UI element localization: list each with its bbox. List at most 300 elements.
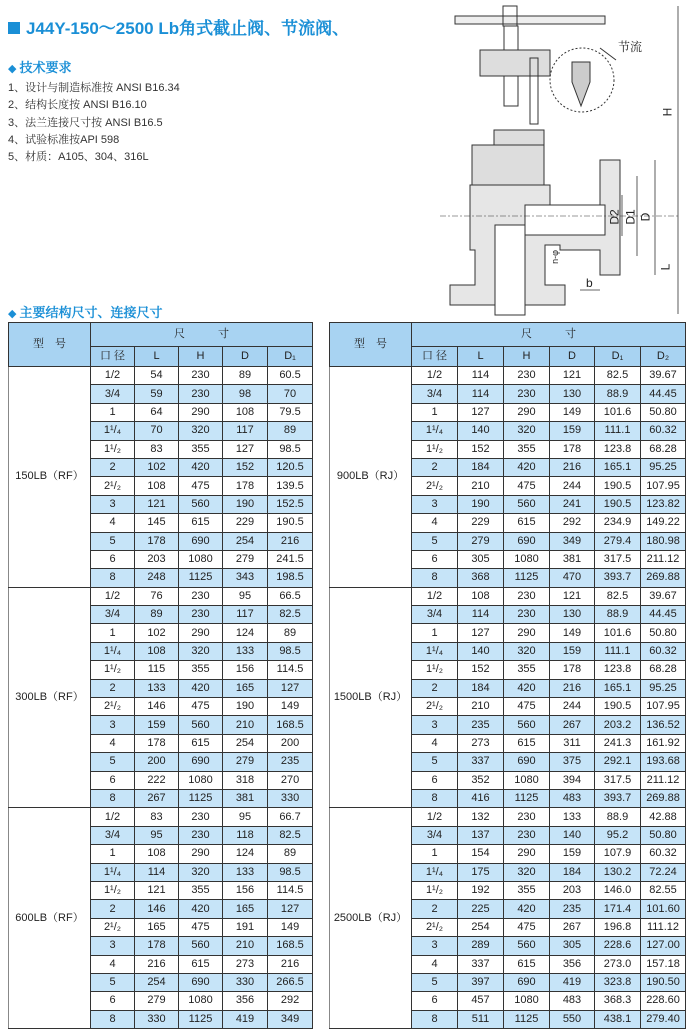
table-cell: 475 — [179, 698, 223, 716]
table-cell: 4 — [91, 734, 135, 752]
table-cell: 216 — [135, 955, 179, 973]
table-cell: 127 — [268, 900, 313, 918]
column-header: D — [223, 347, 268, 367]
dim-label-d1: D1 — [623, 209, 638, 225]
table-cell: 190 — [223, 698, 268, 716]
table-cell: 560 — [504, 495, 550, 513]
table-cell: 2 — [91, 458, 135, 476]
table-cell: 323.8 — [595, 973, 641, 991]
table-cell: 1125 — [179, 1010, 223, 1028]
table-cell: 190.5 — [268, 514, 313, 532]
table-cell: 230 — [179, 826, 223, 844]
table-row — [9, 808, 313, 826]
table-cell: 290 — [179, 845, 223, 863]
table-cell: 273 — [223, 955, 268, 973]
table-cell: 121 — [550, 587, 595, 605]
table-cell: 6 — [91, 550, 135, 568]
table-cell: 1¹/₄ — [412, 863, 458, 881]
table-cell: 305 — [458, 550, 504, 568]
table-cell: 5 — [412, 753, 458, 771]
table-cell: 290 — [504, 624, 550, 642]
table-cell: 3 — [412, 495, 458, 513]
table-cell: 216 — [550, 458, 595, 476]
table-cell: 8 — [91, 1010, 135, 1028]
table-cell: 171.4 — [595, 900, 641, 918]
column-header: D — [550, 347, 595, 367]
table-cell: 343 — [223, 569, 268, 587]
diamond-icon: ◆ — [8, 63, 17, 75]
table-cell: 1125 — [179, 789, 223, 807]
table-cell: 3/4 — [91, 826, 135, 844]
table-cell: 133 — [223, 863, 268, 881]
table-cell: 82.5 — [595, 587, 641, 605]
table-cell: 320 — [179, 642, 223, 660]
table-cell: 279 — [135, 992, 179, 1010]
table-cell: 5 — [91, 532, 135, 550]
table-row — [9, 367, 313, 385]
table-cell: 98.5 — [268, 863, 313, 881]
table-cell: 320 — [504, 863, 550, 881]
table-cell: 560 — [179, 495, 223, 513]
table-cell: 320 — [504, 642, 550, 660]
table-cell: 234.9 — [595, 514, 641, 532]
column-header: D₁ — [268, 347, 313, 367]
table-cell: 290 — [179, 403, 223, 421]
table-cell: 1080 — [179, 992, 223, 1010]
table-cell: 1¹/₄ — [91, 642, 135, 660]
table-cell: 381 — [550, 550, 595, 568]
table-cell: 132 — [458, 808, 504, 826]
table-cell: 230 — [179, 367, 223, 385]
table-cell: 270 — [268, 771, 313, 789]
table-cell: 355 — [504, 440, 550, 458]
table-cell: 248 — [135, 569, 179, 587]
table-cell: 1125 — [504, 569, 550, 587]
table-cell: 1¹/₄ — [412, 642, 458, 660]
table-cell: 457 — [458, 992, 504, 1010]
table-cell: 1125 — [504, 1010, 550, 1028]
table-cell: 1 — [91, 845, 135, 863]
table-cell: 317.5 — [595, 771, 641, 789]
table-cell: 50.80 — [641, 826, 686, 844]
table-cell: 107.95 — [641, 698, 686, 716]
table-cell: 101.6 — [595, 624, 641, 642]
table-cell: 114 — [458, 367, 504, 385]
table-cell: 690 — [504, 753, 550, 771]
header-row-1 — [330, 323, 686, 347]
table-cell: 108 — [135, 477, 179, 495]
table-cell: 355 — [504, 661, 550, 679]
table-cell: 5 — [91, 973, 135, 991]
table-cell: 4 — [91, 955, 135, 973]
table-cell: 64 — [135, 403, 179, 421]
table-cell: 269.88 — [641, 789, 686, 807]
table-cell: 44.45 — [641, 606, 686, 624]
table-cell: 615 — [504, 734, 550, 752]
table-cell: 95 — [223, 587, 268, 605]
table-cell: 114 — [458, 606, 504, 624]
requirement-item: 4、试验标准按API 598 — [8, 133, 120, 146]
table-cell: 83 — [135, 808, 179, 826]
table-cell: 191 — [223, 918, 268, 936]
dim-label-l: L — [658, 263, 673, 271]
table-cell: 175 — [458, 863, 504, 881]
table-cell: 475 — [179, 477, 223, 495]
column-header: 口 径 — [91, 347, 135, 367]
table-cell: 115 — [135, 661, 179, 679]
table-cell: 114.5 — [268, 881, 313, 899]
table-cell: 190 — [223, 495, 268, 513]
table-cell: 82.5 — [268, 826, 313, 844]
table-cell: 320 — [179, 422, 223, 440]
valve-cross-section-drawing — [440, 0, 700, 320]
table-cell: 420 — [504, 900, 550, 918]
table-cell: 352 — [458, 771, 504, 789]
table-cell: 178 — [135, 734, 179, 752]
table-cell: 225 — [458, 900, 504, 918]
table-cell: 381 — [223, 789, 268, 807]
table-cell: 165 — [135, 918, 179, 936]
table-cell: 230 — [504, 606, 550, 624]
table-cell: 230 — [179, 587, 223, 605]
table-cell: 198.5 — [268, 569, 313, 587]
table-cell: 420 — [504, 679, 550, 697]
table-cell: 123.8 — [595, 661, 641, 679]
column-header: 口 径 — [412, 347, 458, 367]
table-cell: 3 — [91, 716, 135, 734]
table-cell: 146 — [135, 900, 179, 918]
table-cell: 1/2 — [91, 367, 135, 385]
table-cell: 149.22 — [641, 514, 686, 532]
table-cell: 5 — [412, 973, 458, 991]
table-cell: 1 — [412, 845, 458, 863]
table-cell: 3 — [91, 495, 135, 513]
table-cell: 210 — [223, 716, 268, 734]
table-cell: 355 — [179, 881, 223, 899]
table-cell: 1¹/₂ — [91, 881, 135, 899]
table-cell: 70 — [135, 422, 179, 440]
table-cell: 210 — [458, 698, 504, 716]
table-cell: 54 — [135, 367, 179, 385]
table-cell: 101.6 — [595, 403, 641, 421]
table-cell: 6 — [412, 550, 458, 568]
table-cell: 127 — [458, 403, 504, 421]
table-cell: 145 — [135, 514, 179, 532]
table-cell: 1¹/₄ — [91, 422, 135, 440]
table-cell: 420 — [179, 900, 223, 918]
table-cell: 117 — [223, 422, 268, 440]
table-cell: 241.3 — [595, 734, 641, 752]
table-cell: 1125 — [179, 569, 223, 587]
table-cell: 149 — [550, 624, 595, 642]
table-cell: 3/4 — [412, 385, 458, 403]
table-cell: 419 — [550, 973, 595, 991]
table-cell: 2 — [412, 679, 458, 697]
model-type-cell: 900LB（RJ） — [330, 367, 412, 588]
table-cell: 3 — [91, 937, 135, 955]
table-cell: 235 — [268, 753, 313, 771]
table-cell: 397 — [458, 973, 504, 991]
table-cell: 690 — [504, 973, 550, 991]
table-cell: 140 — [458, 642, 504, 660]
dim-label-d: D — [638, 212, 653, 222]
table-cell: 216 — [550, 679, 595, 697]
table-cell: 368.3 — [595, 992, 641, 1010]
table-cell: 154 — [458, 845, 504, 863]
table-cell: 230 — [504, 587, 550, 605]
table-cell: 615 — [179, 734, 223, 752]
table-cell: 107.9 — [595, 845, 641, 863]
table-cell: 111.1 — [595, 422, 641, 440]
table-cell: 146 — [135, 698, 179, 716]
table-cell: 178 — [135, 937, 179, 955]
table-cell: 50.80 — [641, 624, 686, 642]
table-cell: 289 — [458, 937, 504, 955]
table-cell: 159 — [550, 845, 595, 863]
table-cell: 6 — [91, 771, 135, 789]
requirement-item: 2、结构长度按 ANSI B16.10 — [8, 99, 147, 112]
table-cell: 101.60 — [641, 900, 686, 918]
table-cell: 311 — [550, 734, 595, 752]
table-cell: 230 — [504, 808, 550, 826]
table-cell: 111.1 — [595, 642, 641, 660]
table-row — [330, 367, 686, 385]
table-cell: 690 — [179, 973, 223, 991]
table-cell: 317.5 — [595, 550, 641, 568]
table-cell: 4 — [412, 734, 458, 752]
table-cell: 107.95 — [641, 477, 686, 495]
table-cell: 180.98 — [641, 532, 686, 550]
table-cell: 149 — [268, 698, 313, 716]
table-cell: 2 — [91, 679, 135, 697]
table-cell: 230 — [504, 826, 550, 844]
table-cell: 511 — [458, 1010, 504, 1028]
table-cell: 560 — [504, 937, 550, 955]
table-cell: 254 — [223, 734, 268, 752]
table-cell: 88.9 — [595, 606, 641, 624]
model-type-cell: 2500LB（RJ） — [330, 808, 412, 1029]
table-cell: 140 — [458, 422, 504, 440]
table-cell: 108 — [135, 642, 179, 660]
table-cell: 228.6 — [595, 937, 641, 955]
table-cell: 349 — [268, 1010, 313, 1028]
table-cell: 1080 — [504, 550, 550, 568]
column-header: L — [458, 347, 504, 367]
table-cell: 235 — [550, 900, 595, 918]
table-cell: 203 — [550, 881, 595, 899]
table-cell: 127 — [268, 679, 313, 697]
table-cell: 305 — [550, 937, 595, 955]
table-cell: 159 — [550, 422, 595, 440]
table-cell: 127.00 — [641, 937, 686, 955]
table-cell: 355 — [504, 881, 550, 899]
table-cell: 108 — [135, 845, 179, 863]
table-cell: 130 — [550, 385, 595, 403]
table-cell: 108 — [458, 587, 504, 605]
table-cell: 156 — [223, 661, 268, 679]
table-cell: 72.24 — [641, 863, 686, 881]
table-cell: 2¹/₂ — [91, 918, 135, 936]
table-cell: 222 — [135, 771, 179, 789]
table-cell: 60.32 — [641, 642, 686, 660]
table-cell: 211.12 — [641, 771, 686, 789]
title-square-icon — [8, 22, 20, 34]
tech-requirements-list — [8, 80, 180, 166]
tech-requirements-heading — [8, 57, 71, 76]
table-cell: 290 — [179, 624, 223, 642]
table-cell: 190.5 — [595, 477, 641, 495]
table-cell: 337 — [458, 753, 504, 771]
table-cell: 8 — [91, 569, 135, 587]
table-cell: 161.92 — [641, 734, 686, 752]
table-cell: 137 — [458, 826, 504, 844]
table-cell: 1 — [91, 403, 135, 421]
table-cell: 1/2 — [412, 808, 458, 826]
table-cell: 560 — [179, 716, 223, 734]
table-cell: 98.5 — [268, 440, 313, 458]
table-cell: 50.80 — [641, 403, 686, 421]
table-cell: 165.1 — [595, 679, 641, 697]
table-cell: 89 — [223, 367, 268, 385]
table-cell: 184 — [458, 458, 504, 476]
column-header: H — [179, 347, 223, 367]
table-cell: 39.67 — [641, 587, 686, 605]
table-cell: 136.52 — [641, 716, 686, 734]
table-cell: 1¹/₂ — [412, 440, 458, 458]
table-cell: 470 — [550, 569, 595, 587]
table-cell: 229 — [223, 514, 268, 532]
table-cell: 98 — [223, 385, 268, 403]
table-cell: 123.8 — [595, 440, 641, 458]
table-cell: 368 — [458, 569, 504, 587]
table-cell: 228.60 — [641, 992, 686, 1010]
table-cell: 8 — [412, 569, 458, 587]
table-cell: 152 — [223, 458, 268, 476]
table-cell: 273 — [458, 734, 504, 752]
table-cell: 89 — [135, 606, 179, 624]
table-cell: 330 — [135, 1010, 179, 1028]
dim-label-n-phi: n-φ — [549, 250, 560, 264]
table-cell: 88.9 — [595, 808, 641, 826]
header-row-1 — [9, 323, 313, 347]
table-cell: 1¹/₄ — [412, 422, 458, 440]
table-cell: 320 — [504, 422, 550, 440]
table-cell: 393.7 — [595, 789, 641, 807]
table-cell: 165 — [223, 679, 268, 697]
table-cell: 102 — [135, 458, 179, 476]
model-type-cell: 300LB（RF） — [9, 587, 91, 808]
table-cell: 438.1 — [595, 1010, 641, 1028]
table-cell: 124 — [223, 624, 268, 642]
table-cell: 165.1 — [595, 458, 641, 476]
table-cell: 216 — [268, 532, 313, 550]
table-cell: 190 — [458, 495, 504, 513]
table-cell: 1/2 — [91, 808, 135, 826]
table-cell: 121 — [135, 495, 179, 513]
table-cell: 190.5 — [595, 495, 641, 513]
table-cell: 216 — [268, 955, 313, 973]
table-cell: 146.0 — [595, 881, 641, 899]
requirement-item: 3、法兰连接尺寸按 ANSI B16.5 — [8, 116, 163, 129]
dims-heading-text: 主要结构尺寸、连接尺寸 — [19, 305, 163, 320]
dimensions-table-right — [329, 322, 686, 1029]
table-cell: 44.45 — [641, 385, 686, 403]
table-cell: 114 — [135, 863, 179, 881]
table-cell: 254 — [223, 532, 268, 550]
table-cell: 3 — [412, 716, 458, 734]
table-cell: 95 — [135, 826, 179, 844]
table-cell: 330 — [223, 973, 268, 991]
table-cell: 95.25 — [641, 458, 686, 476]
table-cell: 235 — [458, 716, 504, 734]
table-cell: 241 — [550, 495, 595, 513]
table-cell: 273.0 — [595, 955, 641, 973]
table-cell: 152.5 — [268, 495, 313, 513]
table-cell: 2 — [412, 458, 458, 476]
table-cell: 1¹/₂ — [412, 881, 458, 899]
table-cell: 3/4 — [412, 606, 458, 624]
table-cell: 290 — [504, 403, 550, 421]
table-cell: 560 — [179, 937, 223, 955]
dimensions-table-left — [8, 322, 313, 1029]
table-cell: 267 — [550, 716, 595, 734]
table-cell: 356 — [223, 992, 268, 1010]
header-type: 型 号 — [9, 323, 91, 367]
table-cell: 292 — [550, 514, 595, 532]
table-cell: 4 — [412, 514, 458, 532]
table-cell: 133 — [550, 808, 595, 826]
table-cell: 475 — [504, 477, 550, 495]
table-cell: 149 — [268, 918, 313, 936]
table-cell: 1080 — [504, 771, 550, 789]
table-cell: 320 — [179, 863, 223, 881]
table-cell: 1/2 — [412, 587, 458, 605]
table-cell: 203 — [135, 550, 179, 568]
table-cell: 3/4 — [91, 606, 135, 624]
table-cell: 8 — [412, 1010, 458, 1028]
column-header: H — [504, 347, 550, 367]
table-cell: 318 — [223, 771, 268, 789]
table-cell: 8 — [91, 789, 135, 807]
table-cell: 95.25 — [641, 679, 686, 697]
table-cell: 120.5 — [268, 458, 313, 476]
table-cell: 139.5 — [268, 477, 313, 495]
table-cell: 140 — [550, 826, 595, 844]
table-cell: 82.5 — [268, 606, 313, 624]
requirement-item: 1、设计与制造标准按 ANSI B16.34 — [8, 82, 180, 94]
header-dimensions: 尺 寸 — [412, 323, 686, 347]
table-cell: 375 — [550, 753, 595, 771]
dimensions-heading — [8, 302, 162, 321]
table-cell: 279.40 — [641, 1010, 686, 1028]
table-cell: 244 — [550, 477, 595, 495]
table-cell: 211.12 — [641, 550, 686, 568]
table-cell: 3/4 — [412, 826, 458, 844]
table-cell: 230 — [504, 385, 550, 403]
table-cell: 127 — [458, 624, 504, 642]
table-cell: 83 — [135, 440, 179, 458]
tech-heading-text: 技术要求 — [19, 60, 72, 75]
table-cell: 230 — [179, 606, 223, 624]
table-cell: 1¹/₂ — [412, 661, 458, 679]
table-cell: 159 — [550, 642, 595, 660]
table-cell: 690 — [504, 532, 550, 550]
table-cell: 1/2 — [412, 367, 458, 385]
table-cell: 615 — [179, 514, 223, 532]
table-cell: 89 — [268, 845, 313, 863]
table-cell: 254 — [458, 918, 504, 936]
table-cell: 8 — [412, 789, 458, 807]
